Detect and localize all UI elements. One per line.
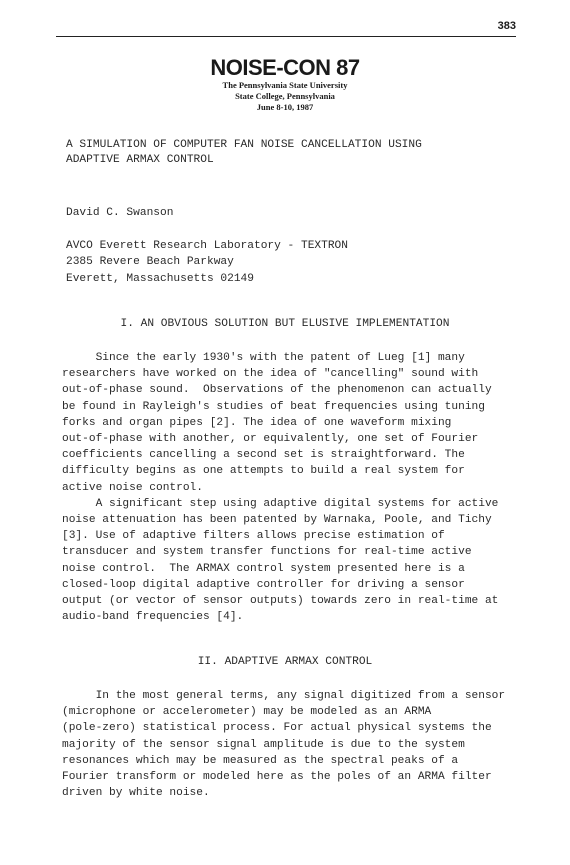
body-line: be found in Rayleigh's studies of beat frequencies using tuning [62,400,485,413]
body-line: output (or vector of sensor outputs) towards zero in real-time at [62,595,499,608]
conference-university: The Pennsylvania State University [222,80,348,90]
affiliation-line: AVCO Everett Research Laboratory - TEXTRON [66,240,348,252]
conference-masthead [0,56,570,113]
body-line: out-of-phase with another, or equivalently, one set of Fourier [62,433,479,446]
body-line: audio-band frequencies [4]. [62,611,244,624]
paper-title [66,138,422,168]
body-line: difficulty begins as one attempts to build a real system for [62,465,465,478]
body-line: forks and organ pipes [2]. The idea of one waveform mixing [62,416,452,429]
author-name: David C. Swanson [66,207,174,219]
page-number: 383 [497,20,516,32]
body-line: A significant step using adaptive digital systems for active [62,497,499,510]
conference-dates: June 8-10, 1987 [256,102,314,112]
body-line: [3]. Use of adaptive filters allows precise estimation of [62,530,445,543]
body-line: closed-loop digital adaptive controller for driving a sensor [62,578,465,591]
body-line: out-of-phase sound. Observations of the phenomenon can actually [62,384,492,397]
conference-name: NOISE-CON 87 [210,55,360,80]
body-line: coefficients cancelling a second set is straightforward. The [62,449,465,462]
body-line: driven by white noise. [62,787,210,800]
body-line: (microphone or accelerometer) may be modeled as an ARMA [62,706,432,719]
body-line: resonances which may be measured as the spectral peaks of a [62,754,459,767]
body-line: majority of the sensor signal amplitude is due to the system [62,738,465,751]
section-heading-2: II. ADAPTIVE ARMAX CONTROL [197,656,373,668]
title-line: ADAPTIVE ARMAX CONTROL [66,154,214,166]
body-line: Since the early 1930's with the patent of Lueg [1] many [62,352,465,364]
body-line: researchers have worked on the idea of "cancelling" sound with [62,368,479,381]
body-line: noise attenuation has been patented by Warnaka, Poole, and Tichy [62,514,492,527]
affiliation-line: 2385 Revere Beach Parkway [66,256,234,269]
body-line: active noise control. [62,481,203,494]
body-line: noise control. The ARMAX control system presented here is a [62,562,465,575]
body-line: Fourier transform or modeled here as the poles of an ARMA filter [62,771,492,784]
section-1-body [62,350,498,625]
affiliation-line: Everett, Massachusetts 02149 [66,272,254,285]
header-rule [56,36,516,37]
body-line: In the most general terms, any signal digitized from a sensor [62,690,506,702]
body-line: (pole-zero) statistical process. For actual physical systems the [62,722,492,735]
section-heading-1: I. AN OBVIOUS SOLUTION BUT ELUSIVE IMPLEMENTATION [120,318,450,330]
conference-location: State College, Pennsylvania [235,91,335,101]
title-line: A SIMULATION OF COMPUTER FAN NOISE CANCELLATION USING [66,139,422,151]
section-2-body [62,688,505,801]
author-affiliation [66,238,348,287]
body-line: transducer and system transfer functions for real-time active [62,546,472,559]
